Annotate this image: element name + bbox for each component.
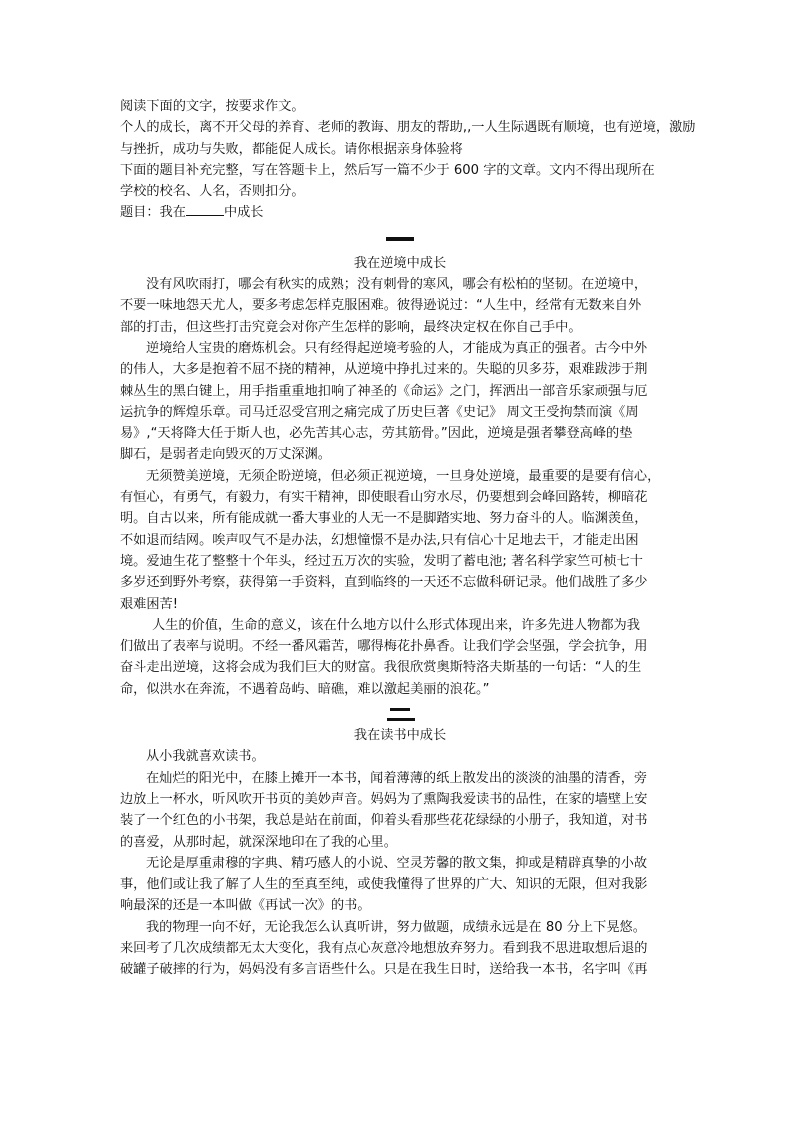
text-line: 命，似洪水在奔流，不遇着岛屿、暗礁，难以激起美丽的浪花。” (120, 681, 490, 697)
text-line: 棘丛生的黑白键上，用手指重重地扣响了神圣的《命运》之门，挥洒出一部音乐家顽强与厄 (120, 383, 648, 399)
text-line: 从小我就喜欢读书。 (146, 749, 265, 765)
text-line: 无论是厚重肃穆的字典、精巧感人的小说、空灵芳馨的散文集，抑或是精辟真挚的小故 (146, 855, 648, 871)
essay-title: 我在读书中成长 (353, 728, 447, 744)
topic-blank (186, 203, 224, 216)
text-line: 们做出了表率与说明。不经一番风霜苦，哪得梅花扑鼻香。让我们学会坚强，学会抗争，用 (120, 639, 648, 655)
text-line: 的伟人，大多是抱着不屈不挠的精神，从逆境中挣扎过来的。失聪的贝多芬，艰难跋涉于荆 (120, 362, 648, 378)
text-line: 装了一个红色的小书架，我总是站在前面，仰着头看那些花花绿绿的小册子，我知道，对书 (120, 813, 648, 829)
prompt-line: 阅读下面的文字，按要求作文。 (120, 99, 305, 114)
text-line: 易》,“天将降大任于斯人也，必先苦其心志，劳其筋骨。”因此，逆境是强者攀登高峰的垫 (120, 426, 633, 442)
text-line: 人生的价值，生命的意义，该在什么地方以什么形式体现出来，许多先进人物都为我 (152, 617, 640, 633)
paragraph (120, 274, 680, 338)
text-line: 在灿烂的阳光中，在膝上摊开一本书，闻着薄薄的纸上散发出的淡淡的油墨的清香，旁 (146, 770, 648, 786)
text-line: 不如退而结网。唉声叹气不是办法，幻想憧憬不是办法,只有信心十足地去干，才能走出困 (120, 532, 639, 548)
text-line: 艰难困苦! (120, 596, 179, 612)
prompt-line: 学校的校名、人名，否则扣分。 (120, 184, 305, 200)
text-line: 我的物理一向不好，无论我怎么认真听讲，努力做题，成绩永远是在 80 分上下晃悠。 (146, 919, 646, 935)
prompt-line: 个人的成长，离不开父母的养育、老师的教诲、朋友的帮助,,一人生际遇既有顺境，也有逆境，激励 (120, 120, 696, 136)
prompt-line: 下面的题目补充完整，写在答题卡上，然后写一篇不少于 600 字的文章。文内不得出现所在 (120, 162, 655, 178)
text-line: 境。爱迪生花了整整十个年头，经过五万次的实验，发明了蓄电池; 著名科学家竺可桢七十 (120, 553, 643, 569)
prompt-topic (120, 202, 680, 223)
text-line: 没有风吹雨打，哪会有秋实的成熟；没有刺骨的寒风，哪会有松柏的坚韧。在逆境中， (146, 277, 648, 293)
paragraph (120, 615, 680, 700)
prompt-line: 与挫折，成功与失败，都能促人成长。请你根据亲身体验将 (120, 141, 463, 157)
essay-one (120, 253, 680, 700)
text-line: 来回考了几次成绩都无太大变化，我有点心灰意冷地想放弃努力。看到我不思进取想后退的 (120, 940, 648, 956)
text-line: 边放上一杯水，听风吹开书页的美妙声音。妈妈为了熏陶我爱读书的品性，在家的墙壁上安 (120, 791, 648, 807)
essay-title: 我在逆境中成长 (353, 255, 447, 271)
numeral-stroke (387, 718, 415, 721)
text-line: 奋斗走出逆境，这将会成为我们巨大的财富。我很欣赏奥斯特洛夫斯基的一句话：“人的生 (120, 660, 642, 676)
document-page (120, 96, 696, 981)
text-line: 不要一味地怨天尤人，要多考虑怎样克服困难。彼得逊说过：“人生中，经常有无数来自外 (120, 298, 642, 314)
paragraph (120, 768, 680, 853)
text-line: 脚石，是弱者走向毁灭的万丈深渊。 (120, 447, 331, 463)
section-numeral-one (386, 237, 414, 241)
text-line: 有恒心，有勇气，有毅力，有实干精神，即使眼看山穷水尽，仍要想到会峰回路转，柳暗花 (120, 490, 648, 506)
text-line: 破罐子破摔的行为，妈妈没有多言语些什么。只是在我生日时，送给我一本书，名字叫《再 (120, 962, 648, 978)
section-numeral-two (387, 708, 413, 721)
text-line: 逆境给人宝贵的磨炼机会。只有经得起逆境考验的人，才能成为真正的强者。古今中外 (146, 340, 648, 356)
paragraph (120, 466, 680, 615)
paragraph (120, 853, 680, 917)
topic-prefix: 题目：我在 (120, 205, 186, 221)
text-line: 运抗争的辉煌乐章。司马迁忍受宫刑之痛完成了历史巨著《史记》 周文王受拘禁而演《周 (120, 404, 639, 420)
text-line: 事，他们或让我了解了人生的至真至纯，或使我懂得了世界的广大、知识的无限，但对我影 (120, 877, 648, 893)
paragraph (120, 746, 680, 767)
numeral-stroke (390, 708, 410, 711)
text-line: 部的打击，但这些打击究竟会对你产生怎样的影响，最终决定权在你自己手中。 (120, 319, 582, 335)
essay-prompt (120, 96, 696, 224)
text-line: 明。自古以来，所有能成就一番大事业的人无一不是脚踏实地、努力奋斗的人。临渊羡鱼， (120, 511, 648, 527)
paragraph (120, 917, 680, 981)
text-line: 无须赞美逆境，无须企盼逆境，但必须正视逆境，一旦身处逆境，最重要的是要有信心， (146, 468, 661, 484)
topic-suffix: 中成长 (223, 205, 264, 221)
text-line: 响最深的还是一本叫做《再试一次》的书。 (120, 898, 371, 914)
text-line: 的喜爱，从那时起，就深深地印在了我的心里。 (120, 834, 397, 850)
essay-two (120, 725, 680, 981)
text-line: 多岁还到野外考察，获得第一手资料，直到临终的一天还不忘做科研记录。他们战胜了多少 (120, 575, 648, 591)
paragraph (120, 338, 680, 466)
